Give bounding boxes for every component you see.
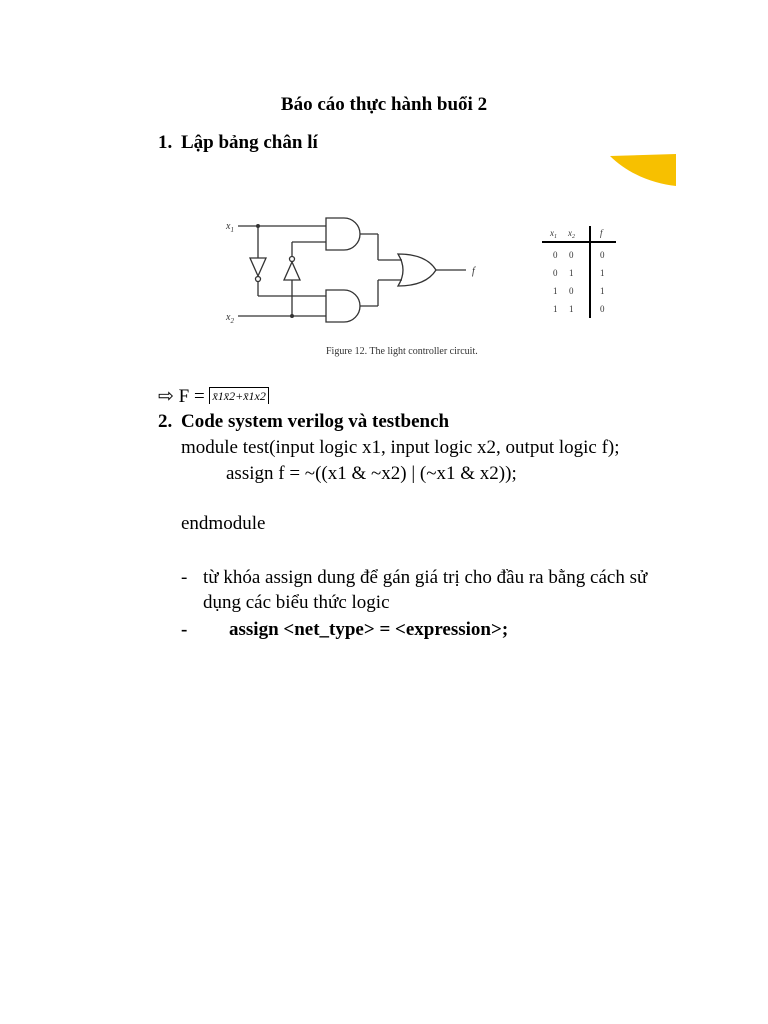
code-line-module: module test(input logic x1, input logic x2, output logic f); — [181, 437, 620, 458]
truth-table — [538, 222, 620, 322]
tt-cell: 0 — [569, 286, 574, 296]
arrow-icon: ⇨ — [158, 386, 174, 407]
decorative-shape — [606, 152, 676, 188]
tt-cell: 1 — [553, 286, 558, 296]
tt-cell: 0 — [600, 250, 605, 260]
section1-heading: Lập bảng chân lí — [181, 132, 318, 153]
label-x2: x — [226, 312, 231, 323]
label-x2-sub: 2 — [230, 317, 234, 325]
tt-cell: 0 — [553, 268, 558, 278]
tt-cell: 0 — [553, 250, 558, 260]
formula-line — [158, 385, 269, 408]
page-title: Báo cáo thực hành buổi 2 — [280, 94, 488, 115]
tt-cell: 0 — [569, 250, 574, 260]
tt-cell: 1 — [569, 268, 574, 278]
tt-header-x1: $x_1$ — [550, 228, 557, 240]
section2-heading: Code system verilog và testbench — [181, 411, 450, 432]
bullet-assign-syntax: assign <net_type> = <expression>; — [229, 619, 509, 640]
bullet-dash: - — [181, 619, 188, 640]
section2-number: 2. — [158, 411, 173, 432]
tt-rows — [553, 250, 605, 314]
tt-cell: 1 — [600, 268, 605, 278]
tt-header-x2: $x_2$ — [568, 228, 575, 240]
bullet-text-line2: dụng các biểu thức logic — [203, 592, 390, 613]
circuit-diagram — [222, 210, 522, 362]
svg-text:x2 — [225, 312, 234, 325]
tt-cell: 1 — [553, 304, 558, 314]
bullet-text-line1: từ khóa assign dung để gán giá trị cho đầu ra bằng cách sử — [203, 567, 648, 588]
section1-number: 1. — [158, 132, 173, 153]
code-line-assign: assign f = ~((x1 & ~x2) | (~x1 & x2)); — [226, 463, 517, 484]
label-x1: x — [226, 221, 231, 232]
label-x1-sub: 1 — [230, 226, 234, 234]
tt-cell: 1 — [569, 304, 574, 314]
tt-cell: 1 — [600, 286, 605, 296]
formula-expression: x̄1x̄2+x̄1x2 — [209, 387, 268, 404]
tt-cell: 0 — [600, 304, 605, 314]
tt-header-f: f — [600, 228, 603, 238]
figure-caption: Figure 12. The light controller circuit. — [326, 346, 478, 357]
formula-lhs: F = — [178, 386, 205, 407]
svg-text:x1 — [225, 221, 234, 234]
bullet-dash: - — [181, 567, 188, 588]
label-f: f — [472, 266, 475, 277]
code-line-endmodule: endmodule — [181, 513, 266, 534]
